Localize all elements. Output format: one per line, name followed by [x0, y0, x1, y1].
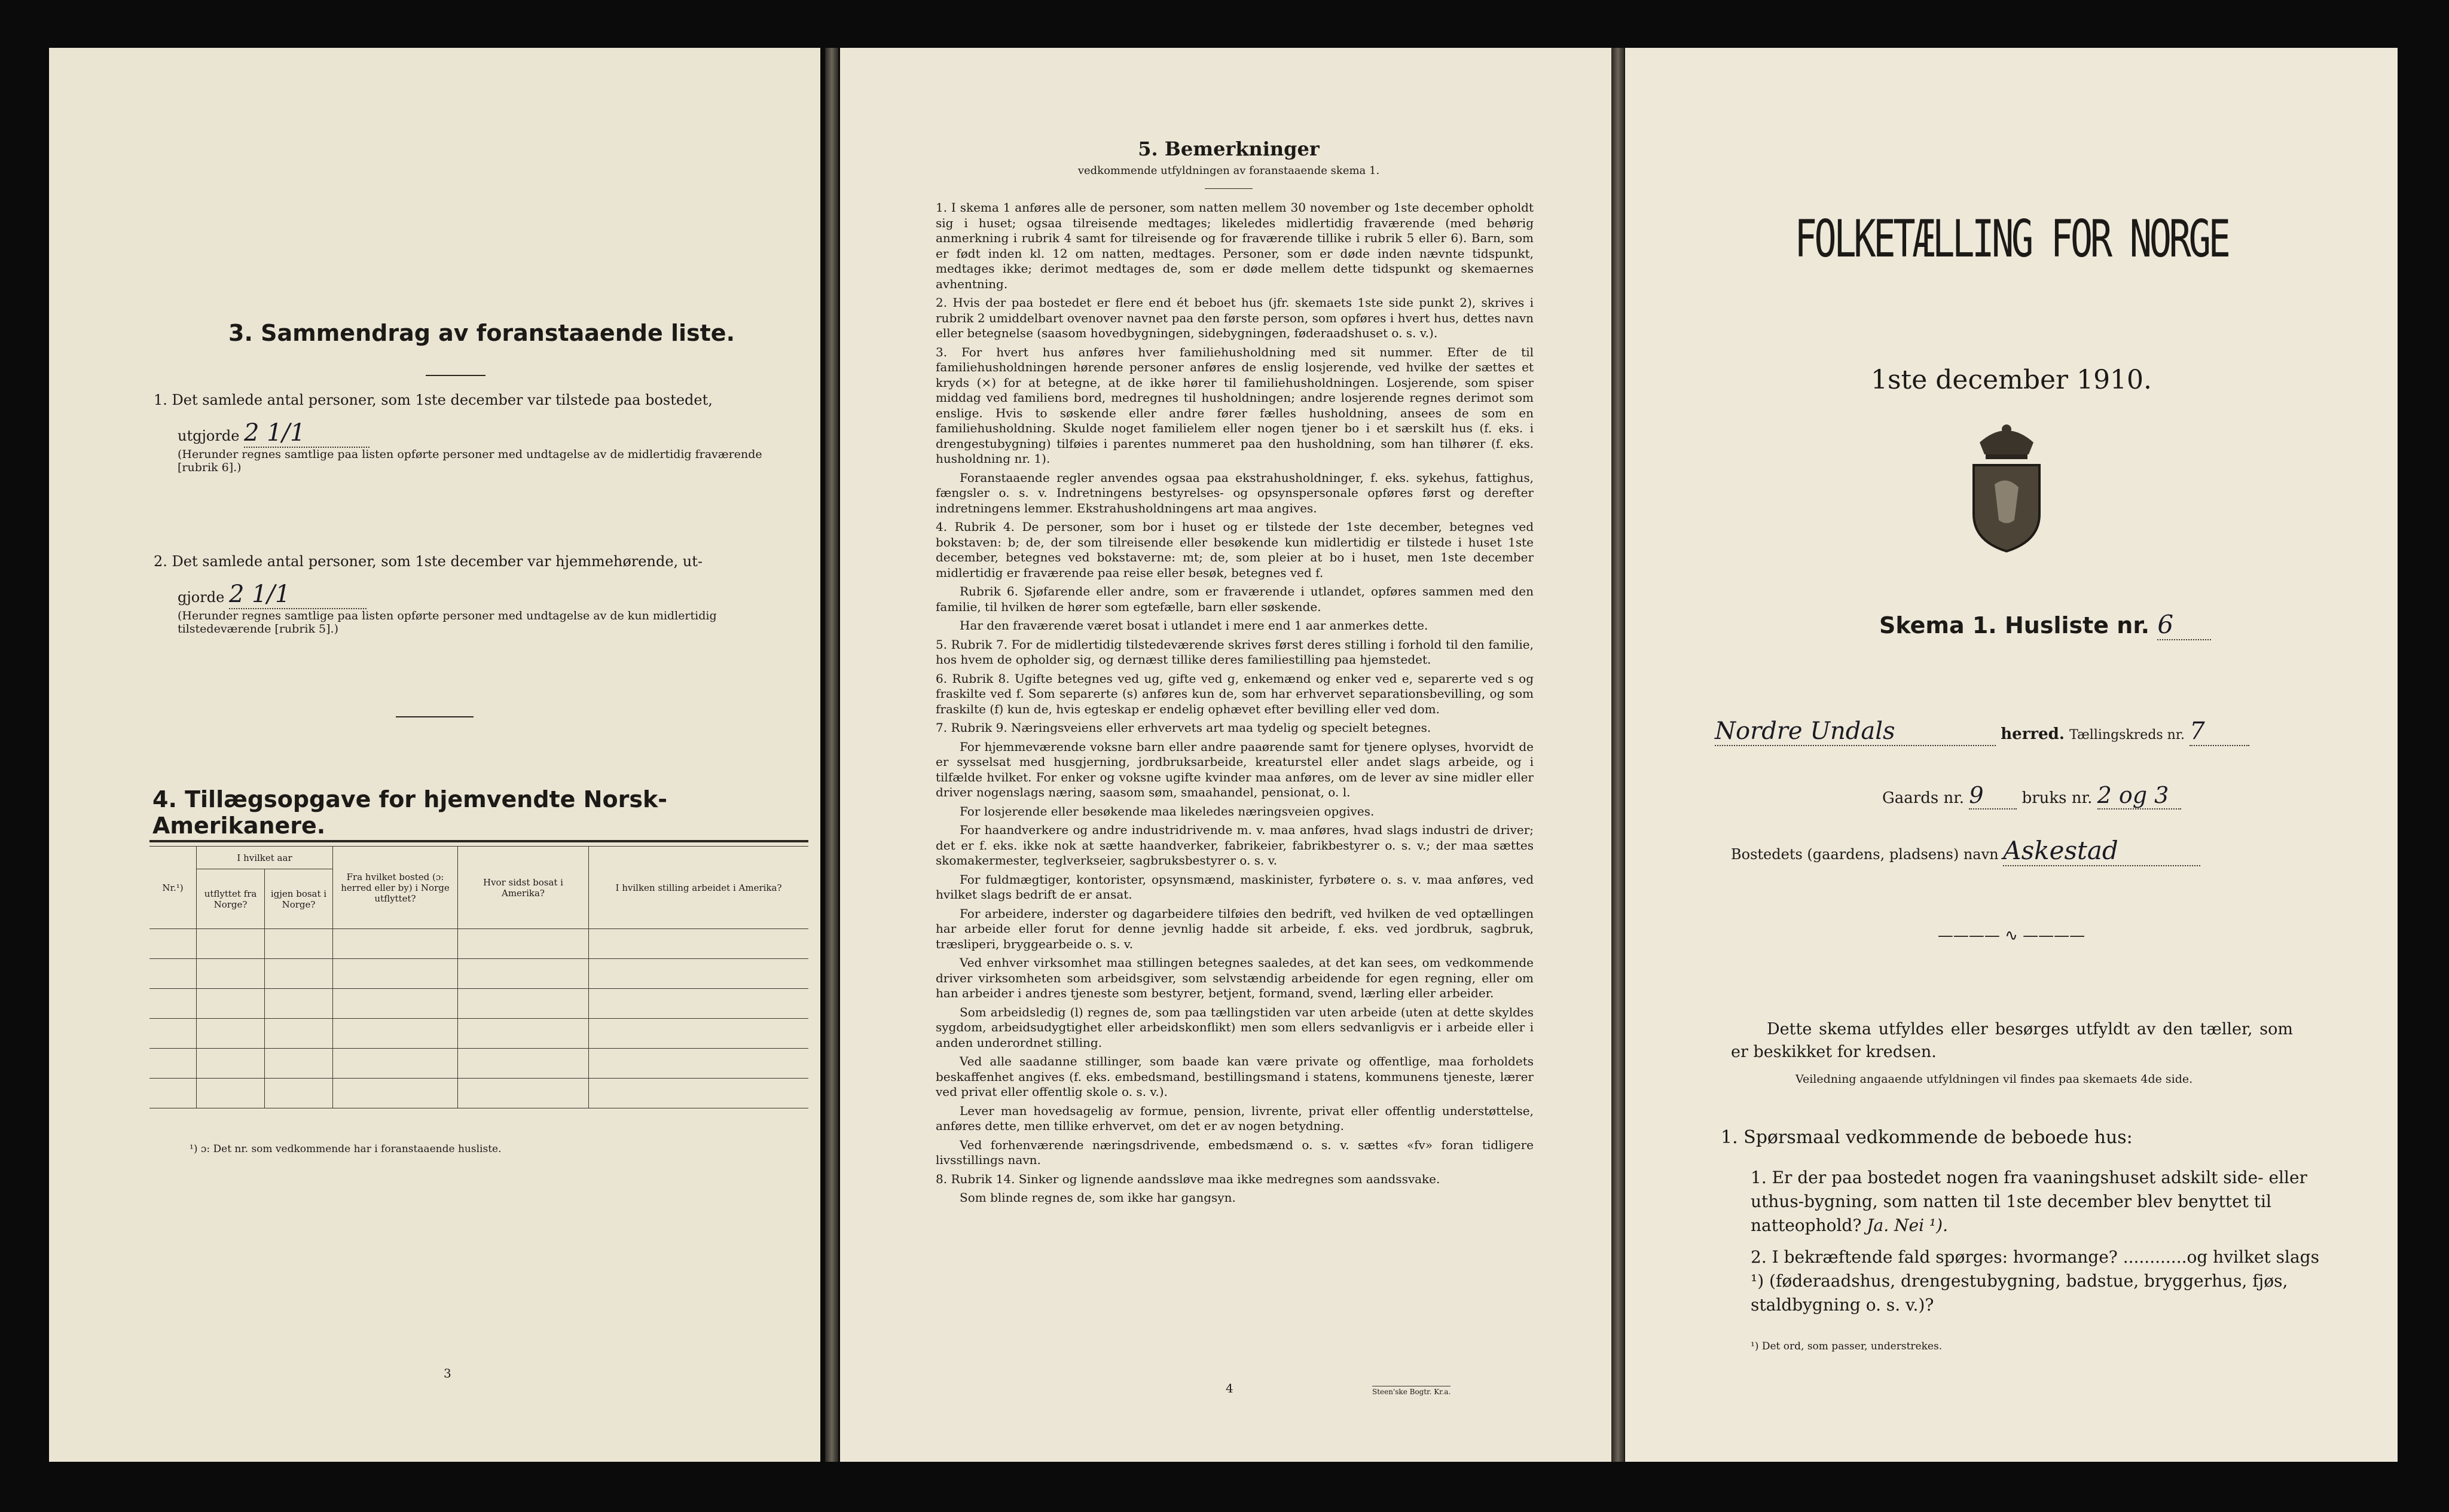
question-2: 2. I bekræftende fald spørges: hvormange? ............og hvilket slags ¹) (føderaadshus, drengestubygning, badstue, bryggerhus, fjøs, staldbygning o. s. v.)? — [1751, 1247, 2319, 1315]
s3-item-2-label: gjorde — [178, 589, 225, 606]
table-row — [149, 989, 808, 1019]
s3-item-1-value: 2 1/1 — [244, 419, 370, 448]
bemerkning-paragraph: For haandverkere og andre industridrivende m. v. maa anføres, hvad slags industri de driver; det er f. eks. ikke nok at sætte haandverker, fabrikeier, fabrikbestyrer o. s. v.; der maa sættes skomakermester, teglverkseier, sagbruksbestyrer o. s. v. — [936, 823, 1534, 868]
section-3-title: 3. Sammendrag av foranstaaende liste. — [228, 320, 735, 346]
section-4-title: 4. Tillægsopgave for hjemvendte Norsk-Amerikanere. — [152, 786, 667, 839]
bemerkning-paragraph: 8. Rubrik 14. Sinker og lignende aandssløve maa ikke medregnes som aandssvake. — [936, 1171, 1440, 1186]
gaards-label: Gaards nr. — [1882, 789, 1965, 807]
herred-value: Nordre Undals — [1715, 717, 1996, 746]
bemerkning-paragraph: Har den fraværende været bosat i utlandet i mere end 1 aar anmerkes dette. — [960, 618, 1428, 633]
norsk-amerikanere-table — [149, 846, 808, 1108]
th-bosted: Fra hvilket bosted (ɔ: herred eller by) i Norge utflyttet? — [333, 847, 458, 929]
bemerkning-paragraph: 5. Rubrik 7. For de midlertidig tilstedeværende skrives først deres stilling i forhold til den familie, hos hvem de opholder sig, og dernæst tillike deres familiestilling paa hjemstedet. — [936, 637, 1534, 667]
skema-line — [1879, 610, 2211, 640]
bemerkning-paragraph: For fuldmægtiger, kontorister, opsynsmænd, maskinister, fyrbøtere o. s. v. maa anføres, ved hvilket slags bedrift de er ansat. — [936, 872, 1534, 902]
page-number: 3 — [444, 1366, 451, 1380]
bemerkninger-list — [936, 200, 1534, 1209]
bosted-value: Askestad — [2003, 836, 2200, 866]
ornament-divider: ———— ∿ ———— — [1937, 927, 2085, 945]
th-stilling: I hvilken stilling arbeidet i Amerika? — [589, 847, 809, 929]
fold-shadow — [1611, 48, 1624, 1462]
s3-item-2-text: 2. Det samlede antal personer, som 1ste december var hjemmehørende, ut- — [154, 553, 703, 570]
bruks-label: bruks nr. — [2022, 789, 2093, 807]
form-date: 1ste december 1910. — [1870, 365, 2152, 395]
th-utflyttet: utflyttet fra Norge? — [197, 869, 265, 929]
divider — [396, 716, 474, 717]
printer-mark: Steen'ske Bogtr. Kr.a. — [1372, 1386, 1451, 1396]
table-top-rule — [149, 840, 808, 842]
coat-of-arms-icon — [1962, 419, 2051, 553]
intro-text: Dette skema utfyldes eller besørges utfyldt av den tæller, som er beskikket for kredsen. — [1731, 1020, 2293, 1061]
th-nr: Nr.¹) — [149, 847, 197, 929]
krets-value: 7 — [2190, 717, 2249, 746]
bemerkning-paragraph: For losjerende eller besøkende maa likeledes næringsveien opgives. — [960, 804, 1375, 818]
page-1-footnote: ¹) Det ord, som passer, understrekes. — [1751, 1340, 1943, 1352]
s3-item-1 — [154, 392, 814, 474]
bemerkning-paragraph: 1. I skema 1 anføres alle de personer, som natten mellem 30 november og 1ste december opholdt sig i huset; ogsaa tilreisende medtages; likeledes midlertidig fraværende (med behørig anmerkning i rubrik 4 samt for tilreisende og for fraværende tillike i rubrik 5 eller 6). Barn, som er født inden kl. 12 om natten, medtages. Personer, som er døde inden nævnte tidspunkt, medtages ikke; derimot medtages de, som er døde mellem dette tidspunkt og skemaernes avhentning. — [936, 200, 1534, 291]
table-row — [149, 959, 808, 989]
veiledning-text: Veiledning angaaende utfyldningen vil findes paa skemaets 4de side. — [1795, 1073, 2193, 1086]
s3-item-2 — [154, 553, 814, 636]
bemerkning-paragraph: 2. Hvis der paa bostedet er flere end ét beboet hus (jfr. skemaets 1ste side punkt 2), skrives i rubrik 2 umiddelbart ovenover navnet paa den første person, som opføres i hvert hus, dettes navn eller betegnelse (saasom hovedbygningen, sidebygningen, føderaadshuset o. s. v.). — [936, 295, 1534, 340]
bemerkning-paragraph: Foranstaaende regler anvendes ogsaa paa ekstrahusholdninger, f. eks. sykehus, fattighus, fængsler o. s. v. Indretningens bestyrelses- og opsynspersonale opføres først og derefter indretningens lemmer. Ekstrahusholdningens art maa angives. — [936, 470, 1534, 515]
table-row — [149, 1049, 808, 1079]
table-row — [149, 929, 808, 959]
page-number: 4 — [1226, 1381, 1233, 1395]
th-aar: I hvilket aar — [197, 847, 333, 869]
bemerkning-paragraph: Som blinde regnes de, som ikke har gangsyn. — [960, 1190, 1236, 1205]
question-1 — [1751, 1166, 2328, 1238]
herred-label: herred. — [2001, 725, 2065, 743]
form-title: FOLKETÆLLING FOR NORGE — [1794, 209, 2228, 269]
bosted-line — [1731, 836, 2200, 866]
bemerkning-paragraph: For arbeidere, inderster og dagarbeidere tilføies den bedrift, ved hvilken de ved optællingen har arbeide eller forut for denne jevnlig hadde sit arbeide, f. eks. ved jordbruk, sagbruk, træsliperi, bryggearbeide o. s. v. — [936, 906, 1534, 951]
bruks-value: 2 og 3 — [2097, 782, 2181, 810]
bemerkninger-title: 5. Bemerkninger — [1138, 138, 1320, 160]
s3-item-1-label: utgjorde — [178, 427, 240, 444]
page-1 — [1625, 48, 2398, 1462]
bemerkning-paragraph: For hjemmeværende voksne barn eller andre paaørende samt for tjenere oplyses, hvorvidt de er sysselsat med husgjerning, jordbruksarbeide, kreaturstel eller andet slags arbeide, og i tilfælde hvilket. For enker og voksne ugifte kvinder maa anføres, om de lever av sine midler eller driver nogenslags næring, saasom søm, smaahandel, pensionat, o. l. — [936, 739, 1534, 799]
husliste-number: 6 — [2157, 610, 2211, 640]
gaards-line — [1882, 782, 2181, 810]
s3-item-1-text: 1. Det samlede antal personer, som 1ste december var tilstede paa bostedet, — [154, 392, 713, 408]
page-3 — [49, 48, 820, 1462]
s3-item-2-note: (Herunder regnes samtlige paa listen opførte personer med undtagelse av de kun midlertidig tilstedeværende [rubrik 5].) — [178, 609, 717, 636]
fold-shadow — [825, 48, 838, 1462]
bosted-label: Bostedets (gaardens, pladsens) navn — [1731, 846, 1999, 863]
skema-label: Skema 1. Husliste nr. — [1879, 612, 2150, 639]
bemerkning-paragraph: 4. Rubrik 4. De personer, som bor i huset og er tilstede der 1ste december, betegnes ved bokstaven: b; de, der som tilreisende eller besøkende kun midlertidig er tilstede i huset 1ste december, betegnes ved bokstaverne: mt; de, som pleier at bo i huset, men 1ste december midlertidig er fraværende paa reise eller besøk, betegnes ved f. — [936, 520, 1534, 580]
bemerkning-paragraph: Ved enhver virksomhet maa stillingen betegnes saaledes, at det kan sees, om vedkommende driver virksomheten som arbeidsgiver, som selvstændig arbeidende for egen regning, eller om han arbeider i andres tjeneste som bestyrer, betjent, formand, svend, lærling eller arbeider. — [936, 955, 1534, 1000]
bemerkning-paragraph: Ved alle saadanne stillinger, som baade kan være private og offentlige, maa forholdets beskaffenhet angives (f. eks. embedsmand, bestillingsmand i statens, kommunens tjeneste, lærer ved privat eller offentlig skole o. s. v.). — [936, 1054, 1534, 1099]
page-4 — [840, 48, 1617, 1462]
question-heading: 1. Spørsmaal vedkommende de beboede hus: — [1721, 1127, 2133, 1148]
gaards-value: 9 — [1969, 782, 2017, 810]
divider — [1205, 188, 1253, 189]
th-igjen: igjen bosat i Norge? — [265, 869, 333, 929]
bemerkning-paragraph: Rubrik 6. Sjøfarende eller andre, som er fraværende i utlandet, opføres sammen med den familie, til hvilken de hører som egtefælle, barn eller søskende. — [936, 584, 1534, 614]
s3-item-1-note: (Herunder regnes samtlige paa listen opførte personer med undtagelse av de midlertidig fraværende [rubrik 6].) — [178, 448, 762, 474]
question-1-answer: Ja. Nei ¹). — [1867, 1215, 1948, 1235]
table-row — [149, 1079, 808, 1108]
divider — [426, 375, 485, 376]
bemerkning-paragraph: 7. Rubrik 9. Næringsveiens eller erhvervets art maa tydelig og specielt betegnes. — [936, 720, 1431, 735]
question-1-text: 1. Er der paa bostedet nogen fra vaaningshuset adskilt side- eller uthus-bygning, som natten til 1ste december blev benyttet til natteophold? — [1751, 1168, 2307, 1235]
krets-label: Tællingskreds nr. — [2069, 728, 2185, 743]
bemerkning-paragraph: Ved forhenværende næringsdrivende, embedsmænd o. s. v. sættes «fv» foran tidligere livsstillings navn. — [936, 1137, 1534, 1167]
table-footnote: ¹) ɔ: Det nr. som vedkommende har i foranstaaende husliste. — [190, 1143, 502, 1155]
bemerkning-paragraph: 6. Rubrik 8. Ugifte betegnes ved ug, gifte ved g, enkemænd og enker ved e, separerte ved s og fraskilte ved f. Som separerte (s) anføres kun de, som har erhvervet separationsbevilling, og som fraskilte (f) kun de, hvis egteskap er endelig ophævet efter bevilling eller ved dom. — [936, 671, 1534, 716]
bemerkning-paragraph: Lever man hovedsagelig av formue, pension, livrente, privat eller offentlig understøttelse, anføres dette, men tillike erhvervet, om det er av nogen betydning. — [936, 1103, 1534, 1133]
bemerkning-paragraph: Som arbeidsledig (l) regnes de, som paa tællingstiden var uten arbeide (uten at dette skyldes sygdom, arbeidsudygtighet eller arbeidskonflikt) men som ellers sedvanligvis er i arbeide eller i anden underordnet stilling. — [936, 1004, 1534, 1050]
s3-item-2-value: 2 1/1 — [229, 581, 367, 609]
table-row — [149, 1019, 808, 1049]
bemerkninger-subtitle: vedkommende utfyldningen av foranstaaende skema 1. — [1077, 164, 1380, 177]
herred-line — [1715, 717, 2249, 746]
bemerkning-paragraph: 3. For hvert hus anføres hver familiehusholdning med sit nummer. Efter de til familiehusholdningen hørende personer anføres de enslig losjerende, ved hvilke der sættes et kryds (×) for at betegne, at de ikke hører til familiehusholdningen. Losjerende, som spiser middag ved familiens bord, medregnes til husholdningen; andre losjerende regnes derimot som enslige. Hvis to søskende eller andre fører fælles husholdning, ansees de som en familiehusholdning. Skulde noget familielem eller nogen tjener bo i et særskilt hus (f. eks. i drengestubygning) tilføies i parentes nummeret paa den husholdning, som han tilhører (f. eks. husholdning nr. 1). — [936, 344, 1534, 466]
th-sidst: Hvor sidst bosat i Amerika? — [458, 847, 589, 929]
